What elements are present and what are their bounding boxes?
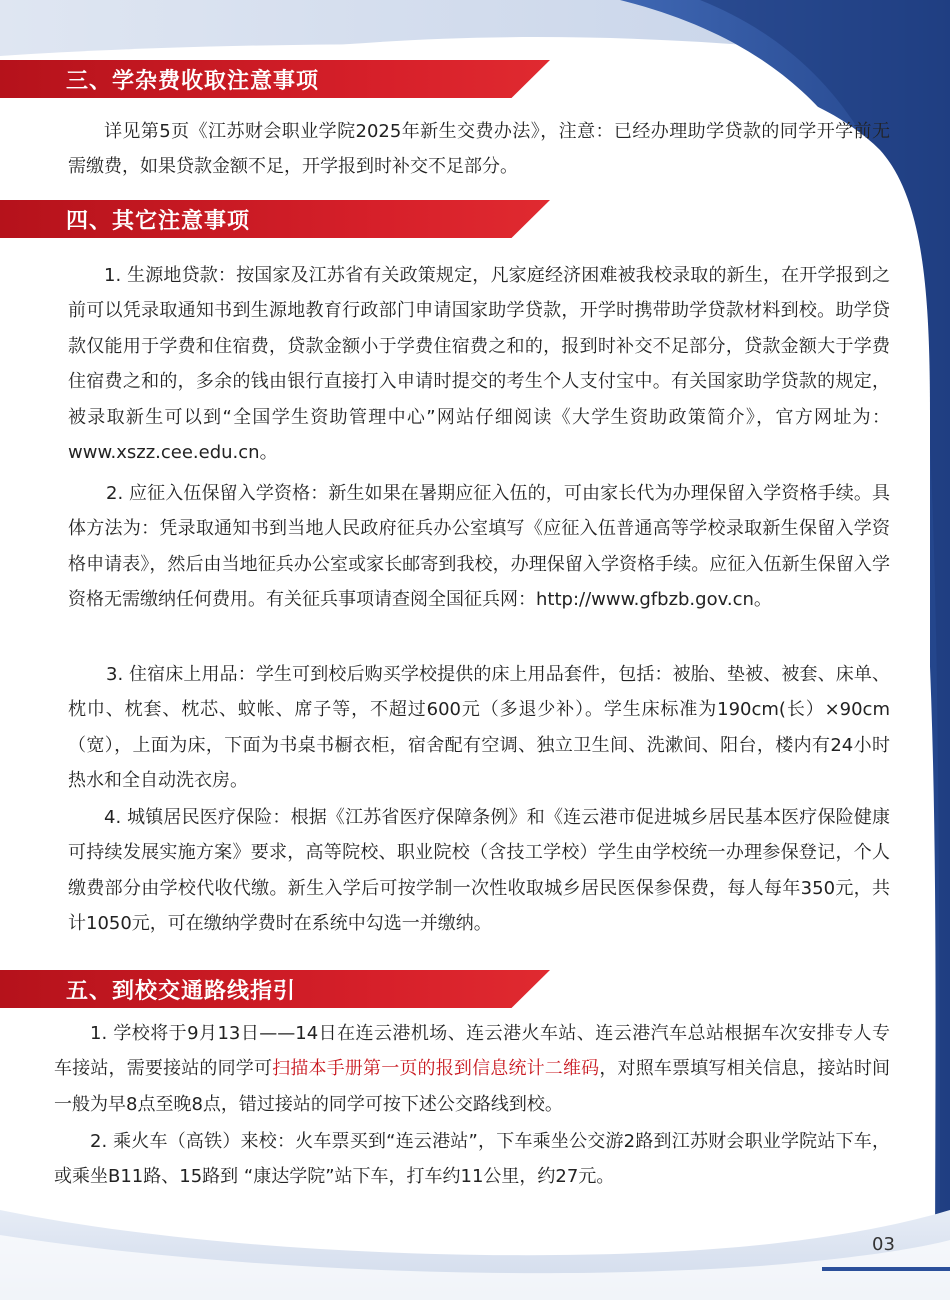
paragraph-military-enlistment: 2. 应征入伍保留入学资格：新生如果在暑期应征入伍的，可由家长代为办理保留入学资格手续。具体方法为：凭录取通知书到当地人民政府征兵办公室填写《应征入伍普通高等学校录取新生保留入学资格申请表》，然后由当地征兵办公室或家长邮寄到我校，办理保留入学资格手续。应征入伍新生保留入学资格无需缴纳任何费用。有关征兵事项请查阅全国征兵网：http://www.gfbzb.gov.cn。 <box>68 483 890 611</box>
qr-code-instruction: 扫描本手册第一页的报到信息统计二维码 <box>272 1058 600 1080</box>
pickup-text-cont: ，对照车票填写相关信息，接站时间一般为早8点至晚8点，错过接站的同学可按下述公交路线到校。 <box>54 1058 891 1115</box>
section-heading-fees <box>0 60 550 98</box>
paragraph-bedding: 3. 住宿床上用品：学生可到校后购买学校提供的床上用品套件，包括：被胎、垫被、被套、床单、枕巾、枕套、枕芯、蚊帐、席子等，不超过600元（多退少补）。学生床标准为190cm(长）×90cm（宽），上面为床，下面为书桌书橱衣柜，宿舍配有空调、独立卫生间、洗漱间、阳台，楼内有24小时热水和全自动洗衣房。 <box>68 664 890 792</box>
paragraph-medical-insurance: 4. 城镇居民医疗保险：根据《江苏省医疗保障条例》和《连云港市促进城乡居民基本医疗保险健康可持续发展实施方案》要求，高等院校、职业院校（含技工学校）学生由学校统一办理参保登记，个人缴费部分由学校代收代缴。新生入学后可按学制一次性收取城乡居民医保参保费，每人每年350元，共计1050元，可在缴纳学费时在系统中勾选一并缴纳。 <box>68 807 890 935</box>
pickup-text: 1. 学校将于9月13日——14日在连云港机场、连云港火车站、连云港汽车总站根据车次安排专人专车接站，需要接站的同学可 <box>54 1023 890 1080</box>
section-title: 四、其它注意事项 <box>66 208 251 234</box>
section-title: 五、到校交通路线指引 <box>66 978 297 1004</box>
page-number-underline <box>822 1267 950 1271</box>
section-title: 三、学杂费收取注意事项 <box>66 68 320 94</box>
paragraph-pickup-service <box>54 1016 890 1122</box>
section-heading-transport <box>0 970 550 1008</box>
section-heading-other-notes <box>0 200 550 238</box>
paragraph-student-loan: 1. 生源地贷款：按国家及江苏省有关政策规定，凡家庭经济困难被我校录取的新生，在开学报到之前可以凭录取通知书到生源地教育行政部门申请国家助学贷款，开学时携带助学贷款材料到校。助学贷款仅能用于学费和住宿费，贷款金额小于学费住宿费之和的，报到时补交不足部分，贷款金额大于学费住宿费之和的，多余的钱由银行直接打入申请时提交的考生个人支付宝中。有关国家助学贷款的规定，被录取新生可以到“全国学生资助管理中心”网站仔细阅读《大学生资助政策简介》，官方网址为：www.xszz.cee.edu.cn。 <box>68 265 890 464</box>
page-number: 03 <box>872 1234 895 1255</box>
paragraph-train-route: 2. 乘火车（高铁）来校：火车票买到“连云港站”，下车乘坐公交游2路到江苏财会职业学院站下车，或乘坐B11路、15路到 “康达学院”站下车，打车约11公里，约27元。 <box>54 1131 890 1188</box>
paragraph-fees: 详见第5页《江苏财会职业学院2025年新生交费办法》，注意：已经办理助学贷款的同学开学前无需缴费，如果贷款金额不足，开学报到时补交不足部分。 <box>68 121 890 178</box>
